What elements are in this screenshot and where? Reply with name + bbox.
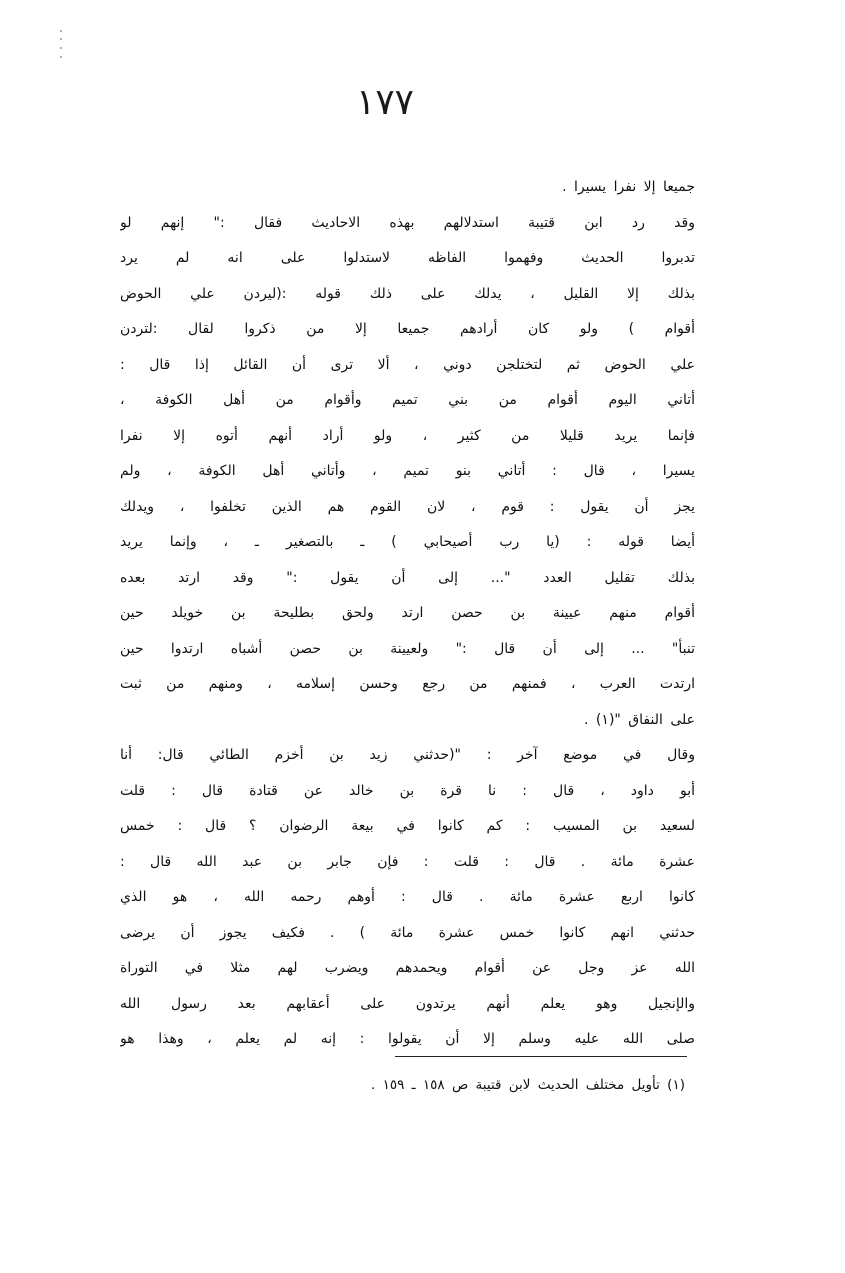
text-line: تنبأ" ... إلى أن قال :" ولعيينة بن حصن أشباه ارتدوا حين (120, 640, 695, 657)
text-line: أقوام ) ولو كان أرادهم جميعا إلا من ذكروا لقال :لتردن (120, 321, 695, 337)
text-line: علي الحوض ثم لتختلجن دوني ، ألا ترى أن القائل إذا قال : (120, 356, 695, 373)
margin-speck (60, 47, 62, 49)
footnote: (١) تأويل مختلف الحديث لابن قتيبة ص ١٥٨ ـ ١٥٩ . (370, 1077, 685, 1093)
text-line: والإنجيل وهو يعلم أنهم يرتدون على أعقابهم بعد رسول الله (120, 995, 695, 1012)
margin-speck (60, 56, 62, 58)
text-line: كانوا اربع عشرة مائة . قال : أوهم رحمه الله ، هو الذي (120, 889, 695, 905)
footnote-divider (395, 1056, 687, 1057)
text-line: بذلك تقليل العدد "... إلى أن يقول :" وقد ارتد بعده (120, 569, 695, 586)
text-line: أيضا قوله : (يا رب أصيحابي ) ـ بالتصغير ـ ، وإنما يريد (120, 534, 695, 550)
text-line: تدبروا الحديث وفهموا الفاظه لاستدلوا على انه لم يرد (120, 250, 695, 266)
text-line: وقد رد ابن قتيبة استدلالهم بهذه الاحاديث فقال :" إنهم لو (120, 214, 695, 231)
text-line: جميعا إلا نفرا يسيرا . (562, 179, 695, 195)
text-line: عشرة مائة . قال : قلت : فإن جابر بن عبد الله قال : (120, 853, 695, 870)
page-number: ١٧٧ (355, 82, 414, 123)
text-line: أقوام منهم عيينة بن حصن ارتد ولحق بطليحة بن خويلد حين (120, 605, 695, 621)
text-line: ارتدت العرب ، فمنهم من رجع وحسن إسلامه ، ومنهم من ثبت (120, 676, 695, 692)
text-line: يسيرا ، قال : أتاني بنو تميم ، وأتاني أهل الكوفة ، ولم (120, 463, 695, 479)
text-line: أتاني اليوم أقوام من بني تميم وأقوام من أهل الكوفة ، (120, 392, 695, 408)
margin-speck (60, 30, 62, 32)
text-line: على النفاق "(١) . (584, 711, 695, 728)
text-line: أبو داود ، قال : نا قرة بن خالد عن قتادة قال : قلت (120, 782, 695, 799)
text-line: وقال في موضع آخر : "(حدثني زيد بن أخزم الطائي قال: أنا (120, 747, 695, 763)
text-line: لسعيد بن المسيب : كم كانوا في بيعة الرضوان ؟ قال : خمس (120, 818, 695, 834)
text-line: فإنما يريد قليلا من كثير ، ولو أراد أنهم أتوه إلا نفرا (120, 427, 695, 444)
margin-speck (60, 38, 62, 40)
text-line: يجز أن يقول : قوم ، لان القوم هم الذين تخلفوا ، ويدلك (120, 498, 695, 515)
body-text (120, 170, 695, 1058)
text-line: الله عز وجل عن أقوام ويحمدهم ويضرب لهم مثلا في التوراة (120, 960, 695, 976)
text-line: حدثني انهم كانوا خمس عشرة مائة ) . فكيف يجوز أن يرضى (120, 924, 695, 941)
text-line: صلى الله عليه وسلم إلا أن يقولوا : إنه لم يعلم ، وهذا هو (120, 1031, 695, 1047)
text-line: بذلك إلا القليل ، يدلك على ذلك قوله :(ليردن علي الحوض (120, 285, 695, 302)
